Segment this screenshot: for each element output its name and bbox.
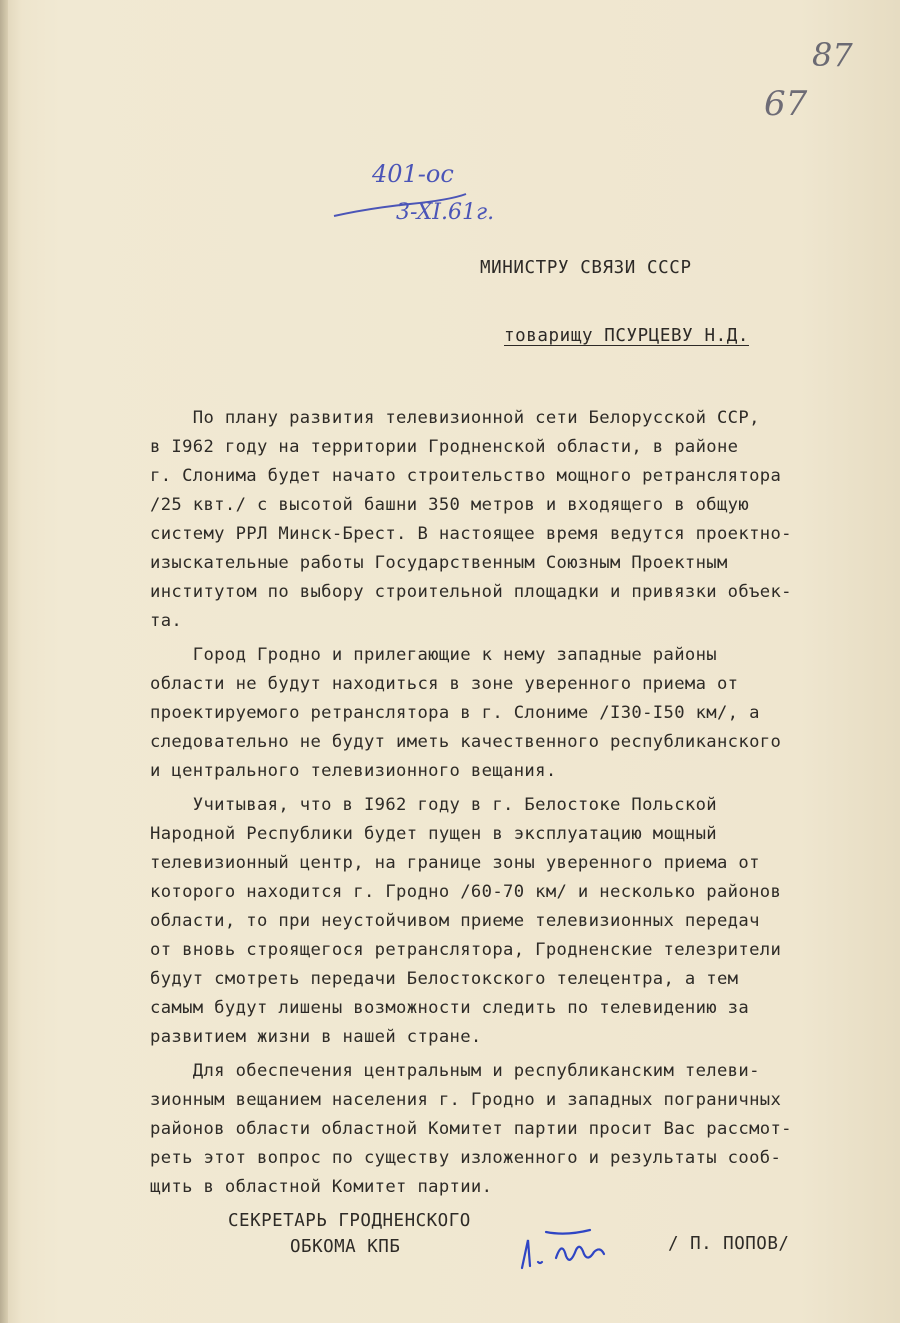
text-line: По плану развития телевизионной сети Белорусской ССР, xyxy=(150,408,760,428)
text-line: изыскательные работы Государственным Союзным Проектным xyxy=(150,553,728,573)
new-page-number: 67 xyxy=(764,84,808,124)
paragraph-4 xyxy=(150,1057,880,1202)
text-line: Для обеспечения центральным и республиканским телеви- xyxy=(150,1061,760,1081)
text-line: области не будут находиться в зоне уверенного приема от xyxy=(150,674,739,694)
text-line: Учитывая, что в I962 году в г. Белостоке Польской xyxy=(150,795,717,815)
signatory-organization: ОБКОМА КПБ xyxy=(290,1237,401,1257)
text-line: которого находится г. Гродно /60-70 км/ и несколько районов xyxy=(150,882,782,902)
text-line: /25 квт./ с высотой башни 350 метров и входящего в общую xyxy=(150,495,750,515)
text-line: телевизионный центр, на границе зоны уверенного приема от xyxy=(150,853,760,873)
text-line: от вновь строящегося ретранслятора, Гродненские телезрители xyxy=(150,940,782,960)
text-line: Народной Республики будет пущен в эксплуатацию мощный xyxy=(150,824,717,844)
old-page-number: 87 xyxy=(812,36,853,74)
paragraph-1 xyxy=(150,404,880,636)
text-line: следовательно не будут иметь качественного республиканского xyxy=(150,732,782,752)
text-line: зионным вещанием населения г. Гродно и западных пограничных xyxy=(150,1090,782,1110)
text-line: г. Слонима будет начато строительство мощного ретранслятора xyxy=(150,466,782,486)
text-line: развитием жизни в нашей стране. xyxy=(150,1027,482,1047)
handwritten-signature xyxy=(512,1218,632,1278)
text-line: систему РРЛ Минск-Брест. В настоящее время ведутся проектно- xyxy=(150,524,792,544)
text-line: области, то при неустойчивом приеме телевизионных передач xyxy=(150,911,760,931)
text-line: реть этот вопрос по существу изложенного и результаты сооб- xyxy=(150,1148,782,1168)
registration-number: 401-ос xyxy=(372,160,454,188)
addressee-name: товарищу ПСУРЦЕВУ Н.Д. xyxy=(504,326,749,346)
text-line: будут смотреть передачи Белостокского телецентра, а тем xyxy=(150,969,739,989)
page-binding-edge xyxy=(0,0,8,1323)
text-line: самым будут лишены возможности следить по телевидению за xyxy=(150,998,750,1018)
paragraph-2 xyxy=(150,641,880,786)
text-line: щить в областной Комитет партии. xyxy=(150,1177,493,1197)
text-line: в I962 году на территории Гродненской области, в районе xyxy=(150,437,739,457)
signatory-name: / П. ПОПОВ/ xyxy=(668,1234,790,1254)
addressee-title: МИНИСТРУ СВЯЗИ СССР xyxy=(480,258,692,278)
text-line: проектируемого ретранслятора в г. Слониме /I30-I50 км/, а xyxy=(150,703,760,723)
text-line: та. xyxy=(150,611,183,631)
text-line: Город Гродно и прилегающие к нему западные районы xyxy=(150,645,717,665)
paragraph-3 xyxy=(150,791,880,1052)
text-line: и центрального телевизионного вещания. xyxy=(150,761,557,781)
text-line: институтом по выбору строительной площадки и привязки объек- xyxy=(150,582,792,602)
registration-date: 3-XI.61г. xyxy=(396,200,495,225)
signatory-title: СЕКРЕТАРЬ ГРОДНЕНСКОГО xyxy=(228,1211,471,1231)
text-line: районов области областной Комитет партии просит Вас рассмот- xyxy=(150,1119,792,1139)
letter-body xyxy=(150,404,880,1202)
